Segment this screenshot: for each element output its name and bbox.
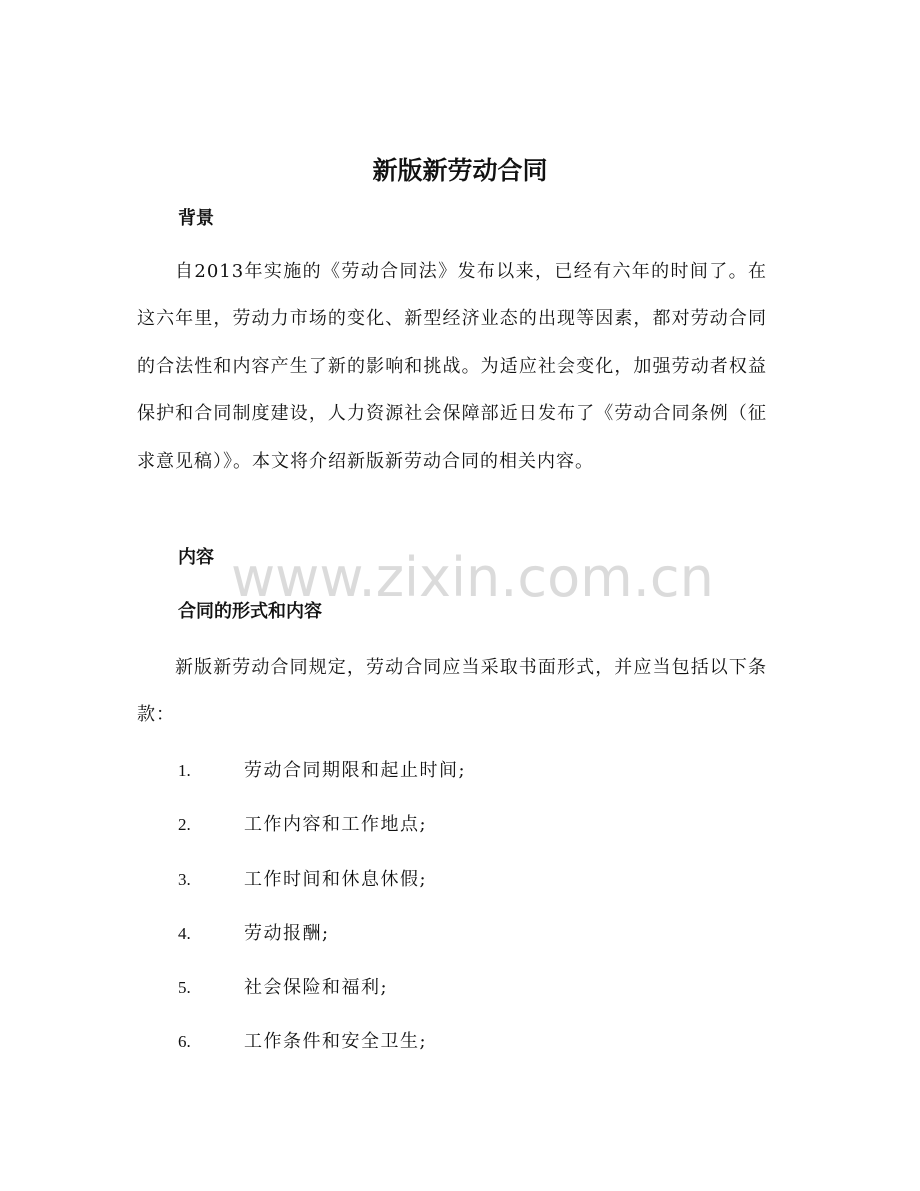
list-item — [137, 747, 737, 801]
list-item — [137, 964, 737, 1018]
list-item — [137, 910, 737, 964]
list-item-number: 1. — [178, 761, 191, 780]
list-item-text: 劳动合同期限和起止时间; — [244, 760, 467, 781]
list-item-text: 工作时间和休息休假; — [244, 868, 428, 890]
background-paragraph: 自2013年实施的《劳动合同法》发布以来，已经有六年的时间了。在这六年里，劳动力市场的变化、新型经济业态的出现等因素，都对劳动合同的合法性和内容产生了新的影响和挑战。为适应社会变化，加强劳动者权益保护和合同制度建设，人力资源社会保障部近日发布了《劳动合同条例（征求意见稿）》。本文将介绍新版新劳动合同的相关内容。 — [137, 261, 767, 472]
list-item-number: 2. — [178, 815, 191, 835]
clause-list — [137, 747, 737, 1073]
section-heading-form: 合同的形式和内容 — [178, 601, 322, 622]
document-title: 新版新劳动合同 — [372, 156, 548, 185]
section-heading-background: 背景 — [178, 208, 214, 229]
form-paragraph: 新版新劳动合同规定，劳动合同应当采取书面形式，并应当包括以下条款： — [137, 657, 767, 726]
list-item — [137, 856, 737, 910]
section-heading-content: 内容 — [178, 547, 214, 568]
list-item-text: 劳动报酬; — [244, 922, 330, 944]
list-item-text: 工作条件和安全卫生; — [244, 1031, 428, 1053]
list-item-number: 5. — [178, 978, 191, 998]
list-item-text: 社会保险和福利; — [244, 977, 389, 999]
list-item-number: 4. — [178, 923, 191, 943]
list-item-text: 工作内容和工作地点; — [244, 814, 428, 836]
list-item — [137, 801, 737, 855]
watermark: www.zixin.com.cn — [231, 546, 714, 609]
list-item — [137, 1018, 737, 1072]
list-item-number: 6. — [178, 1032, 191, 1052]
list-item-number: 3. — [178, 869, 191, 889]
